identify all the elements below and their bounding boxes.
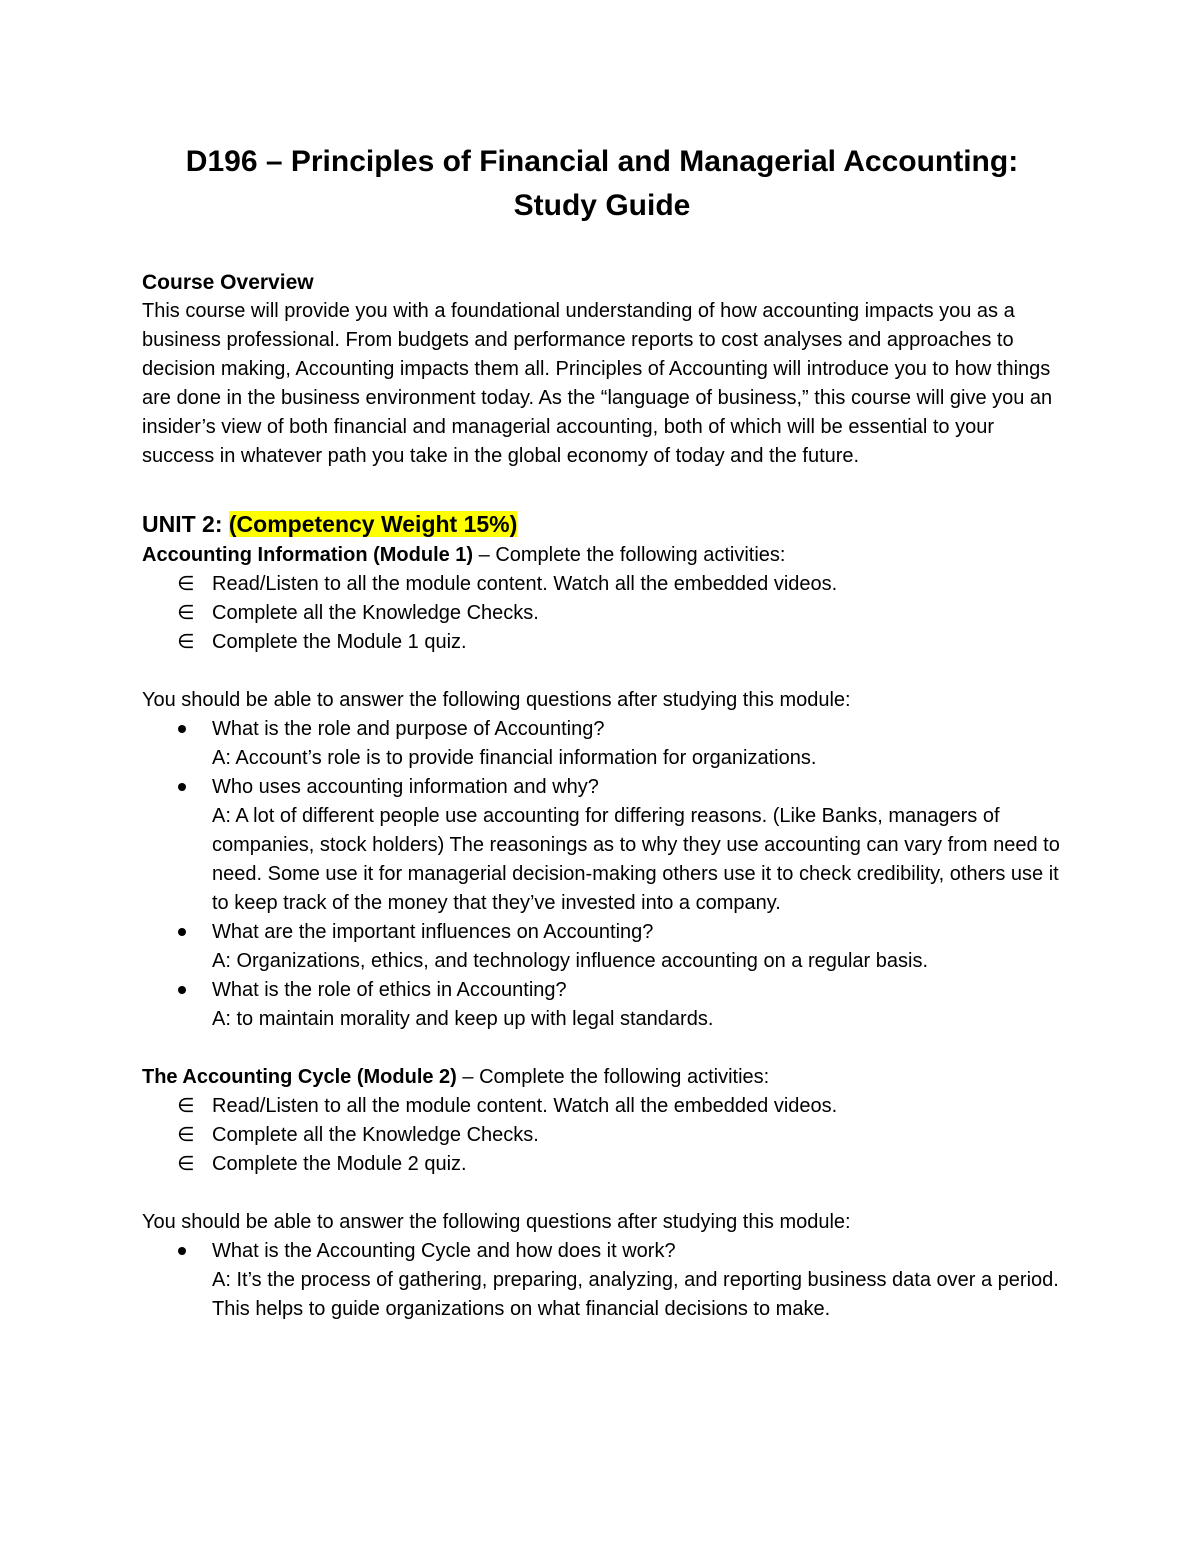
module-1-questions	[142, 715, 1062, 1034]
unit-label: UNIT 2:	[142, 511, 229, 537]
activity-text: Complete all the Knowledge Checks.	[212, 1124, 539, 1146]
module-2-suffix: – Complete the following activities:	[456, 1066, 770, 1088]
question-item	[142, 976, 1062, 1034]
element-of-marker-icon: ∈	[177, 1153, 195, 1175]
bullet-icon	[178, 1247, 186, 1255]
question-text: What is the role and purpose of Accounting?	[212, 718, 605, 740]
element-of-marker-icon: ∈	[177, 1095, 195, 1117]
answer-text: A: Organizations, ethics, and technology influence accounting on a regular basis.	[212, 950, 928, 972]
document-title	[142, 140, 1062, 228]
answer-text: A: It’s the process of gathering, preparing, analyzing, and reporting business data over a period. This helps to guide organizations on what financial decisions to make.	[212, 1269, 1059, 1320]
bullet-icon	[178, 725, 186, 733]
activity-text: Complete the Module 1 quiz.	[212, 631, 467, 653]
activity-item	[142, 1121, 1062, 1150]
question-item	[142, 715, 1062, 773]
activity-item	[142, 570, 1062, 599]
question-text: Who uses accounting information and why?	[212, 776, 599, 798]
element-of-marker-icon: ∈	[177, 631, 195, 653]
element-of-marker-icon: ∈	[177, 573, 195, 595]
question-item	[142, 918, 1062, 976]
activity-text: Complete all the Knowledge Checks.	[212, 602, 539, 624]
answer-text: A: Account’s role is to provide financial information for organizations.	[212, 747, 817, 769]
bullet-icon	[178, 928, 186, 936]
module-2-activities	[142, 1092, 1062, 1179]
unit-heading	[142, 507, 1062, 541]
activity-item	[142, 599, 1062, 628]
question-text: What are the important influences on Accounting?	[212, 921, 654, 943]
bullet-icon	[178, 986, 186, 994]
document-page	[142, 140, 1062, 1324]
element-of-marker-icon: ∈	[177, 1124, 195, 1146]
module-2-questions	[142, 1237, 1062, 1324]
title-line-2: Study Guide	[513, 189, 691, 222]
bullet-icon	[178, 783, 186, 791]
activity-text: Complete the Module 2 quiz.	[212, 1153, 467, 1175]
question-text: What is the role of ethics in Accounting?	[212, 979, 567, 1001]
course-overview-heading: Course Overview	[142, 271, 314, 294]
answer-text: A: A lot of different people use accounting for differing reasons. (Like Banks, managers of companies, stock holders) The reasonings as to why they use accounting can vary from need to need. Some use it for managerial decision-making others use it to check credibility, others use it to keep track of the money that they’ve invested into a company.	[212, 805, 1060, 914]
module-2-heading	[142, 1063, 1062, 1092]
activity-text: Read/Listen to all the module content. Watch all the embedded videos.	[212, 573, 838, 595]
module-1-title: Accounting Information (Module 1)	[142, 544, 474, 566]
activity-item	[142, 628, 1062, 657]
module-1-activities	[142, 570, 1062, 657]
title-line-1: D196 – Principles of Financial and Managerial Accounting:	[185, 145, 1019, 178]
module-1-questions-intro: You should be able to answer the following questions after studying this module:	[142, 689, 851, 711]
competency-weight-highlight: (Competency Weight 15%)	[228, 511, 518, 537]
question-item	[142, 773, 1062, 918]
module-1-suffix: – Complete the following activities:	[473, 544, 786, 566]
element-of-marker-icon: ∈	[177, 602, 195, 624]
activity-item	[142, 1092, 1062, 1121]
question-item	[142, 1237, 1062, 1324]
course-overview-text: This course will provide you with a foundational understanding of how accounting impacts you as a business professional. From budgets and performance reports to cost analyses and approaches to decision making, Accounting impacts them all. Principles of Accounting will introduce you to how things are done in the business environment today. As the “language of business,” this course will give you an insider’s view of both financial and managerial accounting, both of which will be essential to your success in whatever path you take in the global economy of today and the future.	[142, 300, 1053, 467]
module-2-questions-intro: You should be able to answer the following questions after studying this module:	[142, 1211, 851, 1233]
answer-text: A: to maintain morality and keep up with legal standards.	[212, 1008, 714, 1030]
question-text: What is the Accounting Cycle and how does it work?	[212, 1240, 676, 1262]
activity-item	[142, 1150, 1062, 1179]
module-2-title: The Accounting Cycle (Module 2)	[142, 1066, 457, 1088]
activity-text: Read/Listen to all the module content. Watch all the embedded videos.	[212, 1095, 838, 1117]
module-1-heading	[142, 541, 1062, 570]
